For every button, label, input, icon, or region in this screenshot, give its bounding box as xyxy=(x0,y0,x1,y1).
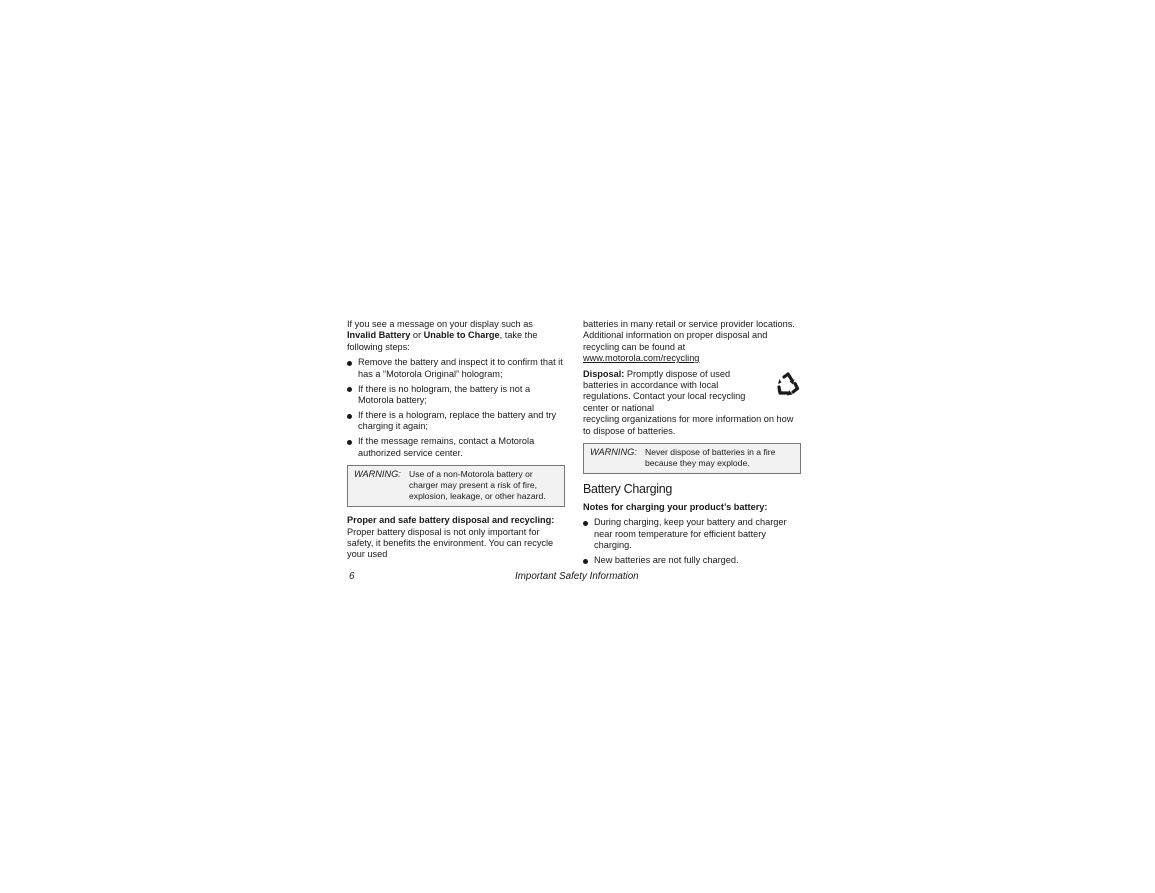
warning-text: Never dispose of batteries in a fire because they may explode. xyxy=(645,447,776,469)
notes-heading: Notes for charging your product’s battery: xyxy=(583,502,768,513)
intro-suffix: , take the following steps: xyxy=(347,330,538,352)
recycle-text: batteries in many retail or service provider locations. Additional information on proper disposal and recycling can be found at xyxy=(583,319,795,352)
list-item xyxy=(347,357,565,380)
list-item-text: During charging, keep your battery and charger near room temperature for efficient battery charging. xyxy=(594,517,787,551)
bullet-icon xyxy=(583,559,588,564)
bullet-icon xyxy=(347,414,352,419)
list-item-text: Remove the battery and inspect it to confirm that it has a “Motorola Original” hologram; xyxy=(358,357,563,379)
list-item xyxy=(583,517,801,551)
steps-list xyxy=(347,357,565,459)
disposal-paragraph-narrow xyxy=(583,369,765,415)
battery-charging-heading: Battery Charging xyxy=(583,482,672,497)
warning-label: WARNING: xyxy=(354,469,401,480)
bullet-icon xyxy=(347,361,352,366)
bullet-icon xyxy=(347,387,352,392)
page-number: 6 xyxy=(349,571,355,582)
bullet-icon xyxy=(583,521,588,526)
list-item xyxy=(347,384,565,407)
recycle-icon xyxy=(775,371,801,397)
list-item xyxy=(583,555,801,566)
recycling-link[interactable]: www.motorola.com/recycling xyxy=(583,353,700,364)
bullet-icon xyxy=(347,440,352,445)
intro-or: or xyxy=(410,330,424,341)
list-item-text: If there is no hologram, the battery is not a Motorola battery; xyxy=(358,383,531,406)
disposal-text-narrow: Promptly dispose of used batteries in accordance with local regulations. Contact your local recycling center or national xyxy=(583,368,746,413)
list-item-text: If there is a hologram, replace the battery and try charging it again; xyxy=(358,410,557,432)
list-item xyxy=(347,436,565,459)
unable-to-charge-term: Unable to Charge xyxy=(423,330,500,341)
list-item xyxy=(347,410,565,433)
disposal-text-wide: recycling organizations for more information on how to dispose of batteries. xyxy=(583,414,794,436)
right-column xyxy=(583,319,801,570)
list-item-text: New batteries are not fully charged. xyxy=(594,555,739,566)
notes-list xyxy=(583,517,801,566)
invalid-battery-term: Invalid Battery xyxy=(347,330,411,341)
recycle-paragraph xyxy=(583,319,801,365)
intro-paragraph xyxy=(347,319,565,353)
list-item-text: If the message remains, contact a Motorola authorized service center. xyxy=(358,436,535,458)
disposal-paragraph: Proper battery disposal is not only important for safety, it benefits the environment. You can recycle your used xyxy=(347,526,554,560)
left-column xyxy=(347,319,565,561)
intro-prefix: If you see a message on your display such as xyxy=(347,319,533,329)
disposal-heading: Proper and safe battery disposal and recycling: xyxy=(347,515,555,526)
footer-section-title: Important Safety Information xyxy=(515,571,639,582)
warning-box xyxy=(583,443,801,474)
warning-label: WARNING: xyxy=(590,447,637,458)
disposal-block xyxy=(583,369,801,437)
warning-text: Use of a non-Motorola battery or charger may present a risk of fire, explosion, leakage, or other hazard. xyxy=(409,469,546,502)
disposal-label: Disposal: xyxy=(583,368,625,379)
warning-box xyxy=(347,465,565,507)
